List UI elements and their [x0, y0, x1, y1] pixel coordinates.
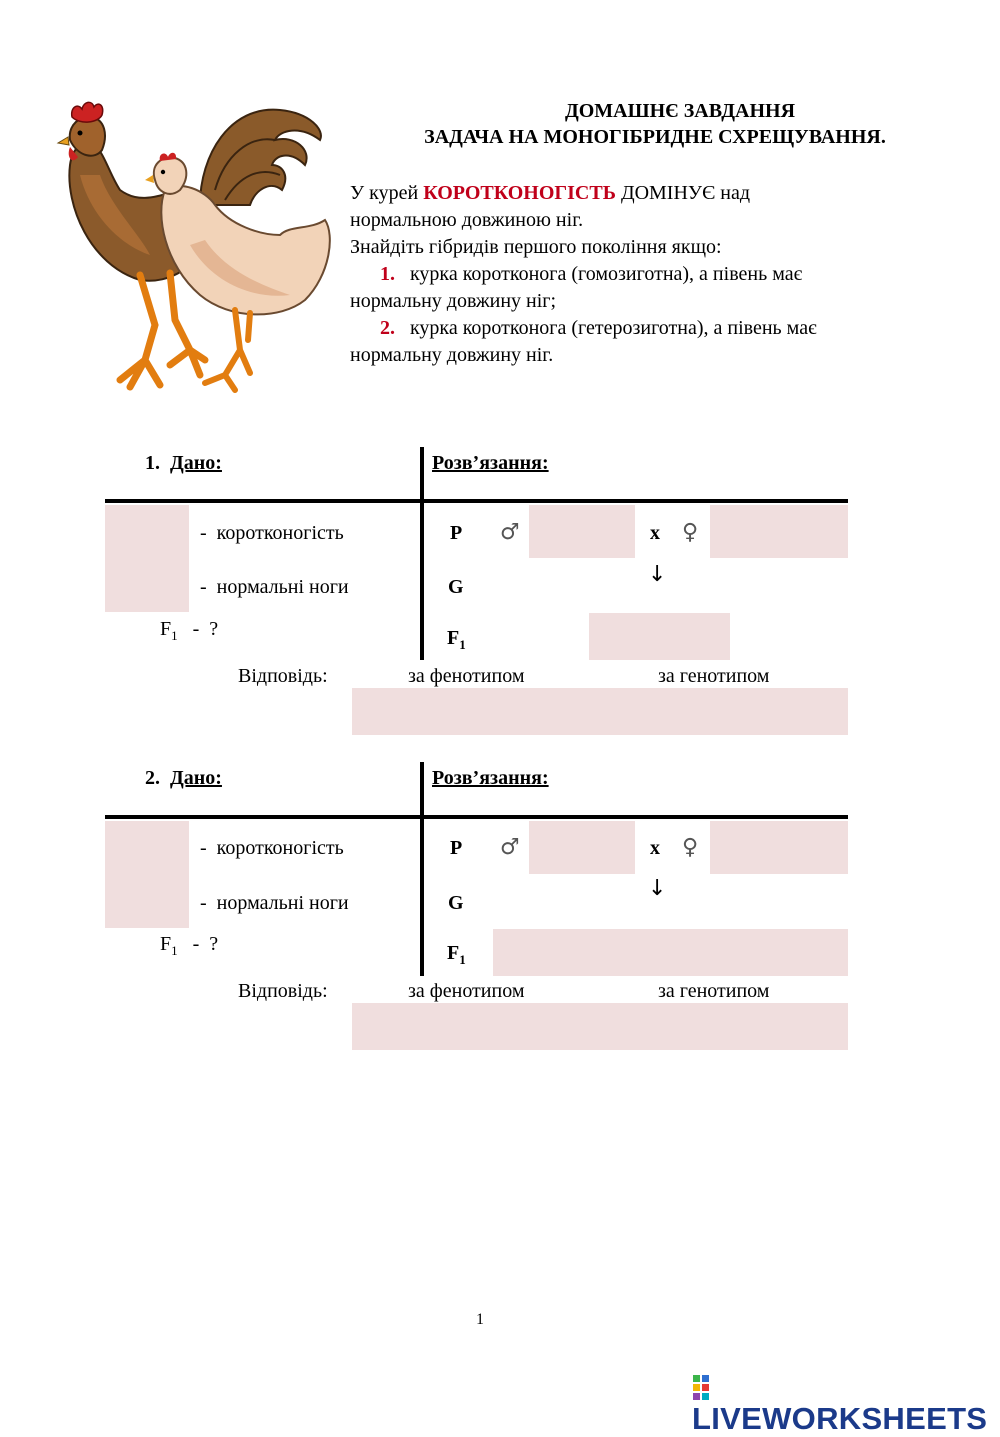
trait-short-legs: коротконогість — [216, 837, 344, 859]
by-phenotype-label: за фенотипом — [408, 980, 525, 1002]
divider-vertical — [420, 762, 424, 815]
logo-grid-icon — [692, 1374, 712, 1401]
trait-normal-legs: нормальні ноги — [216, 892, 349, 914]
male-icon: ♂ — [500, 835, 520, 860]
divider-vertical — [420, 447, 424, 499]
given-heading: Дано: — [170, 452, 222, 474]
female-icon: ♀ — [682, 835, 699, 860]
trait-normal-legs: нормальні ноги — [216, 576, 349, 598]
parents-label: P — [450, 522, 463, 544]
f1-label: $F_1$ — [447, 942, 466, 967]
female-genotype-field[interactable] — [710, 821, 848, 874]
male-genotype-field[interactable] — [529, 821, 635, 874]
item-number: 2. — [380, 317, 395, 339]
answer-field[interactable] — [352, 688, 848, 735]
trait-short-legs: коротконогість — [216, 522, 344, 544]
answer-field[interactable] — [352, 1003, 848, 1050]
divider-horizontal — [105, 815, 848, 819]
f1-label: $F_1$ — [447, 627, 466, 652]
divider-vertical — [420, 819, 424, 976]
allele-symbols-field[interactable] — [105, 821, 189, 928]
brand-logo — [692, 1374, 1000, 1437]
answer-label: Відповідь: — [238, 665, 328, 687]
title-task-type: ЗАДАЧА НА МОНОГІБРИДНЕ СХРЕЩУВАННЯ. — [424, 126, 886, 148]
f1-genotype-field[interactable] — [589, 613, 730, 660]
page-number: 1 — [476, 1311, 484, 1328]
down-arrow-icon: ↓ — [648, 562, 667, 587]
answer-label: Відповідь: — [238, 980, 328, 1002]
given-heading: Дано: — [170, 767, 222, 789]
title-homework: ДОМАШНЄ ЗАВДАННЯ — [564, 100, 796, 122]
male-icon: ♂ — [500, 520, 520, 545]
solution-heading: Розв’язання: — [432, 452, 549, 474]
solution-heading: Розв’язання: — [432, 767, 549, 789]
chickens-illustration — [50, 95, 340, 405]
parents-label: P — [450, 837, 463, 859]
gametes-label: G — [448, 892, 464, 914]
allele-symbols-field[interactable] — [105, 505, 189, 612]
male-genotype-field[interactable] — [529, 505, 635, 558]
f1-question: $F_1$ - ? — [160, 618, 219, 643]
dominant-trait: КОРОТКОНОГІСТЬ — [423, 182, 616, 204]
divider-vertical — [420, 503, 424, 660]
by-genotype-label: за генотипом — [658, 980, 770, 1002]
by-phenotype-label: за фенотипом — [408, 665, 525, 687]
female-icon: ♀ — [682, 520, 699, 545]
brand-name: LIVEWORKSHEETS — [692, 1401, 988, 1436]
by-genotype-label: за генотипом — [658, 665, 770, 687]
female-genotype-field[interactable] — [710, 505, 848, 558]
gametes-label: G — [448, 576, 464, 598]
task-text: У курей КОРОТКОНОГІСТЬ ДОМІНУЄ над нормальною довжиною ніг. Знайдіть гібридів першого покоління якщо: 1. курка коротконога (гомозиготна), а півень має нормальну довжину ніг; 2. курка коротконога (гетерозиготна), а півень має нормальну довжину ніг. — [350, 182, 817, 366]
f1-question: $F_1$ - ? — [160, 933, 219, 958]
cross-sign: x — [650, 522, 660, 544]
divider-horizontal — [105, 499, 848, 503]
item-number: 1. — [380, 263, 395, 285]
down-arrow-icon: ↓ — [648, 876, 667, 901]
cross-sign: x — [650, 837, 660, 859]
f1-genotype-field[interactable] — [493, 929, 848, 976]
